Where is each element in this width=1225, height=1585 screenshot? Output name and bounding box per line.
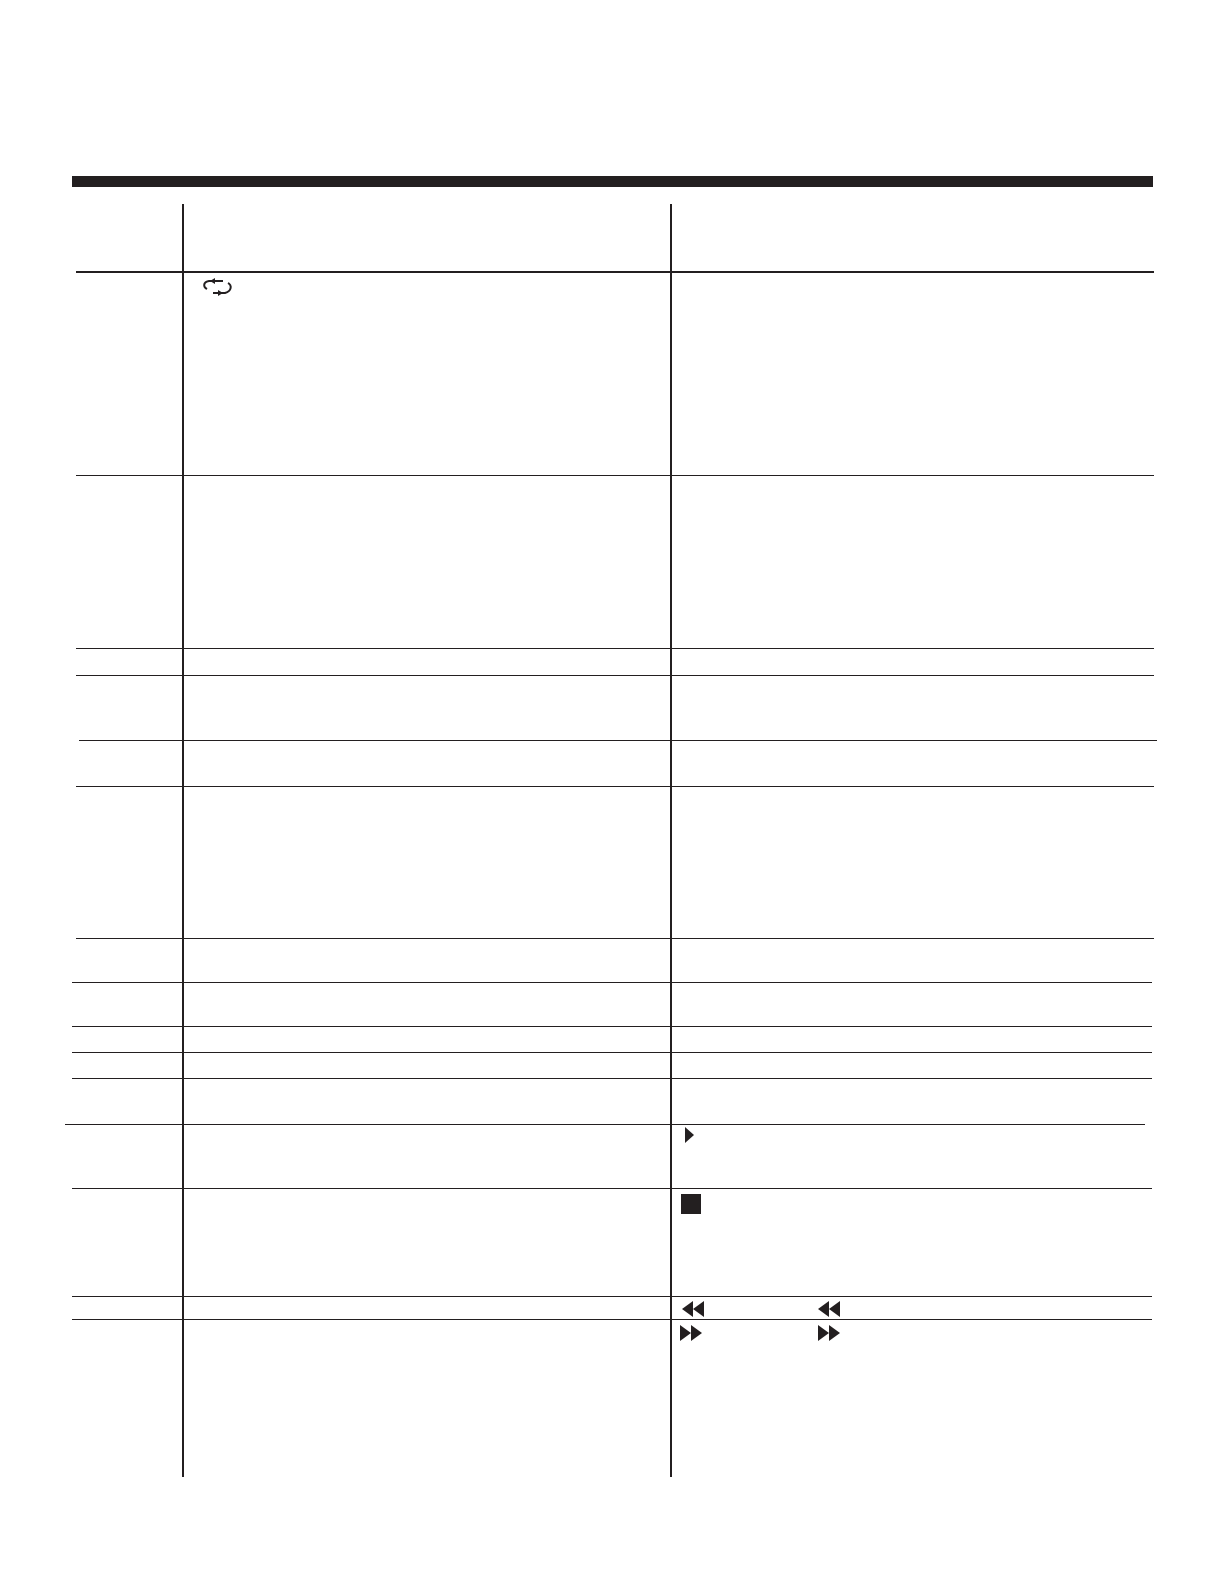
row-divider <box>76 938 1154 939</box>
title-rule <box>72 176 1153 187</box>
row-divider <box>65 1124 1145 1125</box>
row-divider <box>76 675 1154 676</box>
fast-forward-icon <box>679 1325 703 1341</box>
row-divider <box>72 1026 1152 1027</box>
row-divider <box>72 1319 1152 1320</box>
column-divider-2 <box>670 204 672 1477</box>
row-divider <box>72 1078 1152 1079</box>
row-divider <box>72 1052 1152 1053</box>
row-divider <box>79 740 1157 741</box>
row-divider <box>72 1188 1152 1189</box>
rewind-icon <box>681 1301 705 1317</box>
rewind-icon <box>817 1301 841 1317</box>
row-divider <box>72 1296 1152 1297</box>
fast-forward-icon <box>817 1325 841 1341</box>
repeat-icon <box>199 278 235 298</box>
play-icon <box>685 1127 695 1143</box>
row-divider <box>76 475 1154 476</box>
header-row-divider <box>76 271 1154 273</box>
column-divider-1 <box>182 204 184 1477</box>
stop-icon <box>681 1194 701 1214</box>
row-divider <box>76 648 1154 649</box>
row-divider <box>76 786 1154 787</box>
row-divider <box>72 982 1152 983</box>
